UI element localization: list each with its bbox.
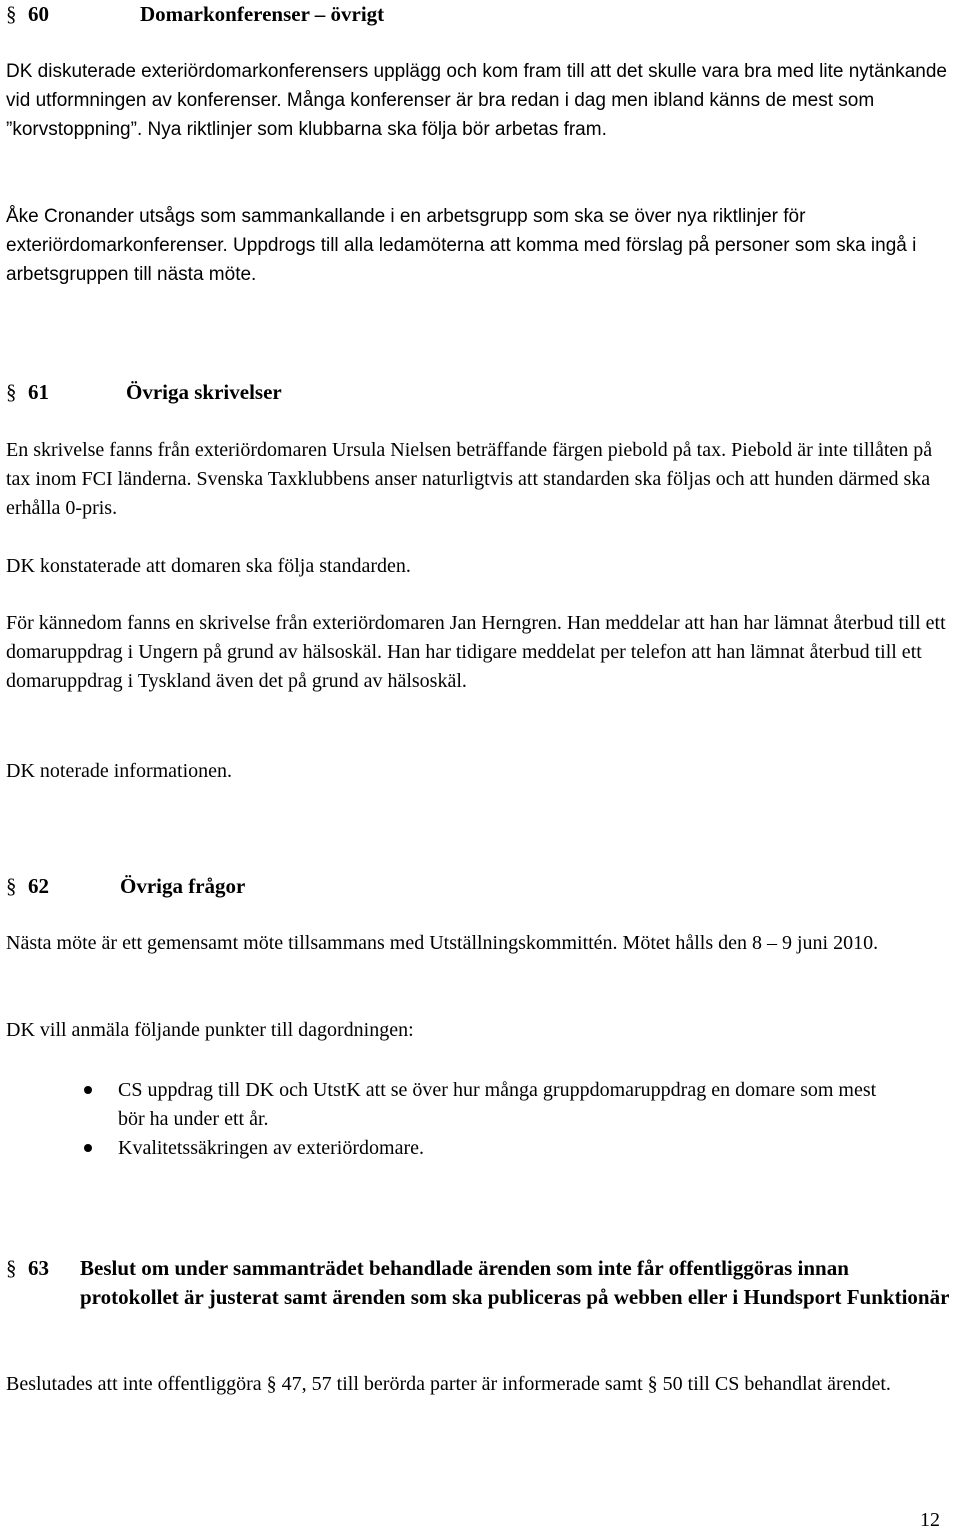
section-title: Övriga frågor [120,874,246,898]
section-sign: § [6,380,17,404]
list-item-text: CS uppdrag till DK och UtstK att se över hur många gruppdomaruppdrag en domare som mest bör ha under ett år. [118,1079,877,1130]
section-number: 61 [28,380,49,404]
list-item-text: Kvalitetssäkringen av exteriördomare. [118,1137,424,1159]
section-61-paragraph-1: En skrivelse fanns från exteriördomaren Ursula Nielsen beträffande färgen piebold på tax. Piebold är inte tillåten på tax inom FCI länderna. Svenska Taxklubbens anser naturligtvis att standarden ska följas och att hunden därmed ska erhålla 0-pris. [6,439,933,519]
section-number: 63 [28,1256,49,1280]
section-title: Domarkonferenser – övrigt [140,2,385,26]
section-60-paragraph-1: DK diskuterade exteriördomarkonferensers upplägg och kom fram till att det skulle vara bra med lite nytänkande vid utformningen av konferenser. Många konferenser är bra redan i dag men ibland känns de mest som ”korvstoppning”. Nya riktlinjer som klubbarna ska följa bör arbetas fram. [6,61,947,140]
bullet-icon [84,1144,92,1152]
section-title: Beslut om under sammanträdet behandlade ärenden som inte får offentliggöras innan protokollet är justerat samt ärenden som ska publiceras på webben eller i Hundsport Funktionär [80,1256,950,1309]
section-61-heading [6,378,950,407]
bullet-icon [84,1086,92,1094]
list-item [6,1134,900,1163]
section-number: 62 [28,874,49,898]
agenda-bullet-list [6,1076,900,1163]
section-62-paragraph-2: DK vill anmäla följande punkter till dagordningen: [6,1019,414,1041]
section-63-paragraph-1: Beslutades att inte offentliggöra § 47, 57 till berörda parter är informerade samt § 50 till CS behandlat ärendet. [6,1373,891,1395]
list-item [6,1076,900,1134]
section-61-paragraph-2: DK konstaterade att domaren ska följa standarden. [6,555,411,577]
page-number: 12 [920,1509,940,1531]
section-title: Övriga skrivelser [126,380,282,404]
section-62-paragraph-1: Nästa möte är ett gemensamt möte tillsammans med Utställningskommittén. Mötet hålls den 8 – 9 juni 2010. [6,932,879,954]
section-62-heading [6,872,950,901]
section-60-paragraph-2: Åke Cronander utsågs som sammankallande i en arbetsgrupp som ska se över nya riktlinjer för exteriördomarkonferenser. Uppdrogs till alla ledamöterna att komma med förslag på personer som ska ingå i arbetsgruppen till nästa möte. [6,206,917,285]
section-60-heading [6,0,950,29]
section-61-paragraph-3: För kännedom fanns en skrivelse från exteriördomaren Jan Herngren. Han meddelar att han har lämnat återbud till ett domaruppdrag i Ungern på grund av hälsoskäl. Han har tidigare meddelat per telefon att han lämnat återbud till ett domaruppdrag i Tyskland även det på grund av hälsoskäl. [6,612,946,692]
section-sign: § [6,2,17,26]
section-number: 60 [28,2,49,26]
section-sign: § [6,874,17,898]
section-61-paragraph-4: DK noterade informationen. [6,760,233,782]
section-63-heading [6,1254,950,1312]
section-sign: § [6,1256,17,1280]
